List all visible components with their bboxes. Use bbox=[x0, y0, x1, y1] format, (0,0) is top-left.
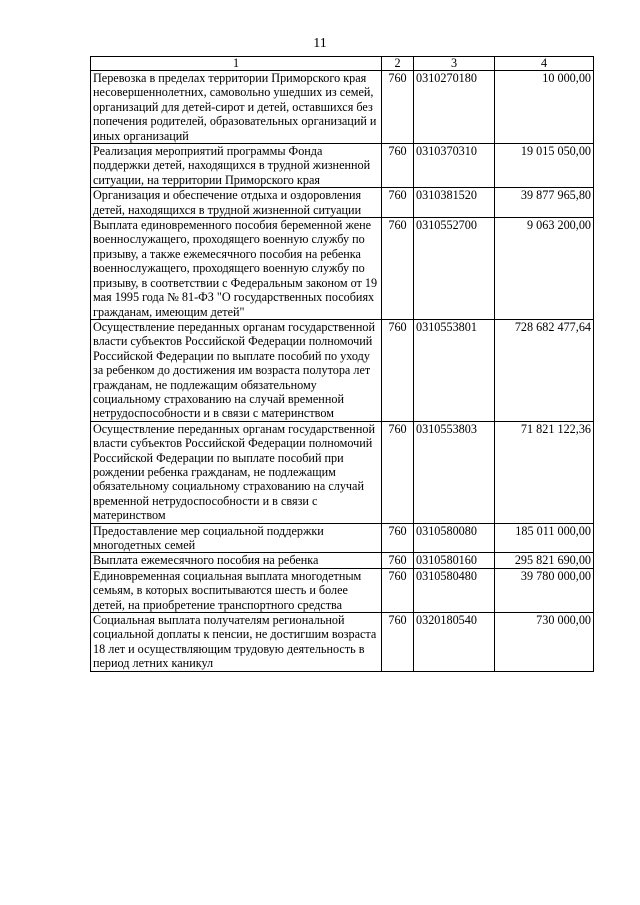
row-description: Осуществление переданных органам государственной власти субъектов Российской Федерации полномочий Российской Федерации по выплате пособий по уходу за ребенком до достижения им возраста полутора лет гражданам, не подлежащим обязательному социальному страхованию на случай временной нетрудоспособности и в связи с материнством bbox=[91, 319, 382, 421]
row-amount: 185 011 000,00 bbox=[495, 523, 594, 553]
row-amount: 730 000,00 bbox=[495, 613, 594, 672]
row-department-code: 760 bbox=[382, 188, 414, 218]
table-row bbox=[91, 523, 594, 553]
row-department-code: 760 bbox=[382, 553, 414, 568]
row-department-code: 760 bbox=[382, 319, 414, 421]
row-target-code: 0310270180 bbox=[414, 71, 495, 144]
row-description: Предоставление мер социальной поддержки многодетных семей bbox=[91, 523, 382, 553]
row-department-code: 760 bbox=[382, 568, 414, 612]
row-amount: 728 682 477,64 bbox=[495, 319, 594, 421]
row-description: Перевозка в пределах территории Приморского края несовершеннолетних, самовольно ушедших из семей, организаций для детей-сирот и детей, оставшихся без попечения родителей, образовательных организаций и иных организаций bbox=[91, 71, 382, 144]
table-row bbox=[91, 218, 594, 320]
table-row bbox=[91, 71, 594, 144]
row-amount: 9 063 200,00 bbox=[495, 218, 594, 320]
table-row bbox=[91, 568, 594, 612]
row-amount: 39 780 000,00 bbox=[495, 568, 594, 612]
row-description: Осуществление переданных органам государственной власти субъектов Российской Федерации полномочий Российской Федерации по выплате пособий при рождении ребенка гражданам, не подлежащим обязательному социальному страхованию на случай временной нетрудоспособности и в связи с материнством bbox=[91, 421, 382, 523]
row-amount: 39 877 965,80 bbox=[495, 188, 594, 218]
row-target-code: 0310580080 bbox=[414, 523, 495, 553]
budget-table bbox=[90, 56, 594, 672]
table-row bbox=[91, 319, 594, 421]
row-amount: 10 000,00 bbox=[495, 71, 594, 144]
row-department-code: 760 bbox=[382, 218, 414, 320]
row-target-code: 0310580160 bbox=[414, 553, 495, 568]
row-department-code: 760 bbox=[382, 71, 414, 144]
row-target-code: 0310553801 bbox=[414, 319, 495, 421]
row-description: Реализация мероприятий программы Фонда поддержки детей, находящихся в трудной жизненной ситуации, на территории Приморского края bbox=[91, 144, 382, 188]
table-row bbox=[91, 553, 594, 568]
row-description: Единовременная социальная выплата многодетным семьям, в которых воспитываются шесть и более детей, на приобретение транспортного средства bbox=[91, 568, 382, 612]
table-row bbox=[91, 421, 594, 523]
column-header: 4 bbox=[495, 57, 594, 71]
row-target-code: 0310552700 bbox=[414, 218, 495, 320]
row-target-code: 0320180540 bbox=[414, 613, 495, 672]
row-amount: 71 821 122,36 bbox=[495, 421, 594, 523]
table-row bbox=[91, 613, 594, 672]
column-header: 2 bbox=[382, 57, 414, 71]
row-department-code: 760 bbox=[382, 613, 414, 672]
column-header: 3 bbox=[414, 57, 495, 71]
table-row bbox=[91, 144, 594, 188]
table-row bbox=[91, 188, 594, 218]
column-header: 1 bbox=[91, 57, 382, 71]
row-department-code: 760 bbox=[382, 421, 414, 523]
row-description: Организация и обеспечение отдыха и оздоровления детей, находящихся в трудной жизненной ситуации bbox=[91, 188, 382, 218]
row-target-code: 0310381520 bbox=[414, 188, 495, 218]
row-target-code: 0310580480 bbox=[414, 568, 495, 612]
row-amount: 19 015 050,00 bbox=[495, 144, 594, 188]
table-header-row bbox=[91, 57, 594, 71]
page-number: 11 bbox=[313, 36, 327, 51]
row-description: Выплата единовременного пособия беременной жене военнослужащего, проходящего военную службу по призыву, а также ежемесячного пособия на ребенка военнослужащего, проходящего военную службу по призыву, в соответствии с Федеральным законом от 19 мая 1995 года № 81-ФЗ "О государственных пособиях гражданам, имеющим детей" bbox=[91, 218, 382, 320]
row-target-code: 0310553803 bbox=[414, 421, 495, 523]
row-department-code: 760 bbox=[382, 144, 414, 188]
row-description: Выплата ежемесячного пособия на ребенка bbox=[91, 553, 382, 568]
row-department-code: 760 bbox=[382, 523, 414, 553]
row-target-code: 0310370310 bbox=[414, 144, 495, 188]
row-amount: 295 821 690,00 bbox=[495, 553, 594, 568]
row-description: Социальная выплата получателям региональной социальной доплаты к пенсии, не достигшим возраста 18 лет и осуществляющим трудовую деятельность в период летних каникул bbox=[91, 613, 382, 672]
